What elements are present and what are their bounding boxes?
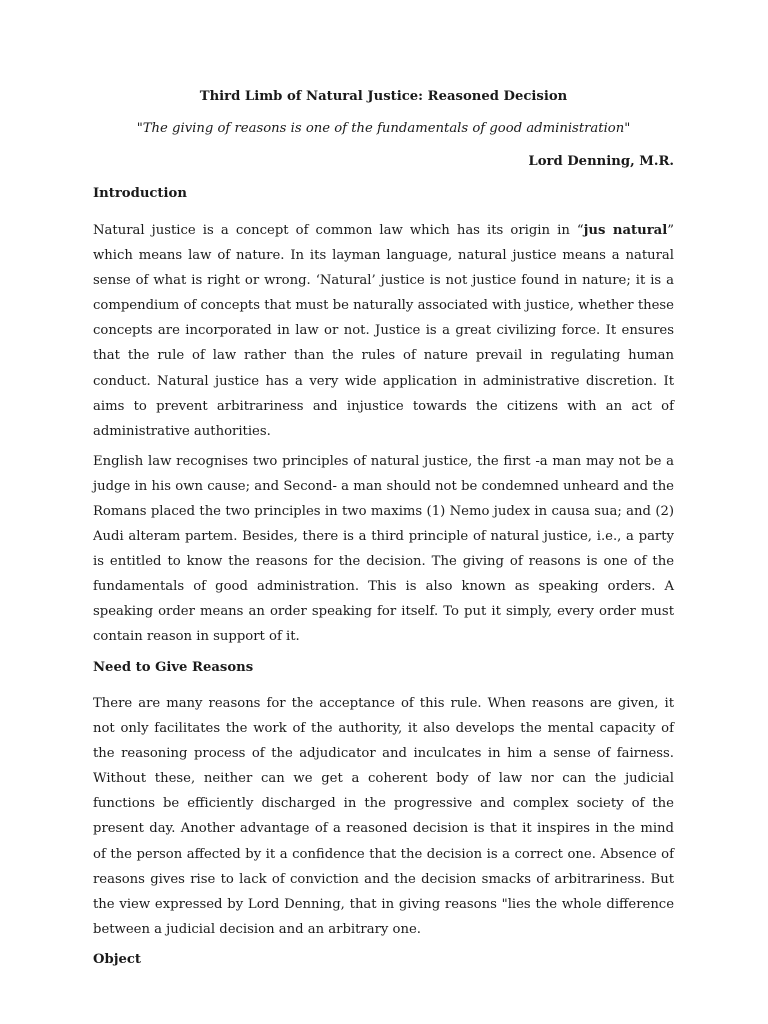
epigraph-attribution: Lord Denning, M.R. <box>528 153 674 169</box>
paragraph-text-before: Natural justice is a concept of common law which has its origin in “ <box>93 222 584 238</box>
need-to-give-reasons-paragraph-1: There are many reasons for the acceptance of this rule. When reasons are given, it not only facilitates the work of the authority, it also develops the mental capacity of the reasoning process of the adjudicator and inculcates in him a sense of fairness. Without these, neither can we get a coherent body of law nor can the judicial functions be efficiently discharged in the progressive and complex society of the present day. Another advantage of a reasoned decision is that it inspires in the mind of the person affected by it a confidence that the decision is a correct one. Absence of reasons gives rise to lack of conviction and the decision smacks of arbitrariness. But the view expressed by Lord Denning, that in giving reasons "lies the whole difference between a judicial decision and an arbitrary one. <box>93 696 674 937</box>
introduction-paragraph-2: English law recognises two principles of natural justice, the first -a man may not be a judge in his own cause; and Second- a man should not be condemned unheard and the Romans placed the two principles in two maxims (1) Nemo judex in causa sua; and (2) Audi alteram partem. Besides, there is a third principle of natural justice, i.e., a party is entitled to know the reasons for the decision. The giving of reasons is one of the fundamentals of good administration. This is also known as speaking orders. A speaking order means an order speaking for itself. To put it simply, every order must contain reason in support of it. <box>93 453 674 645</box>
section-heading-introduction: Introduction <box>93 186 187 202</box>
epigraph-quote: "The giving of reasons is one of the fundamentals of good administration" <box>136 121 631 137</box>
section-heading-need-to-give-reasons: Need to Give Reasons <box>93 659 254 675</box>
jus-natural-term: jus natural <box>583 222 668 238</box>
document-title: Third Limb of Natural Justice: Reasoned Decision <box>199 89 568 104</box>
introduction-paragraph-1 <box>93 218 674 444</box>
section-heading-object: Object <box>93 951 141 967</box>
paragraph-text-after: ” which means law of nature. In its layman language, natural justice means a natural sense of what is right or wrong. ‘Natural’ justice is not justice found in nature; it is a compendium of concepts that must be naturally associated with justice, whether these concepts are incorporated in law or not. Justice is a great civilizing force. It ensures that the rule of law rather than the rules of nature prevail in regulating human conduct. Natural justice has a very wide application in administrative discretion. It aims to prevent arbitrariness and injustice towards the citizens with an act of administrative authorities. <box>93 222 674 439</box>
